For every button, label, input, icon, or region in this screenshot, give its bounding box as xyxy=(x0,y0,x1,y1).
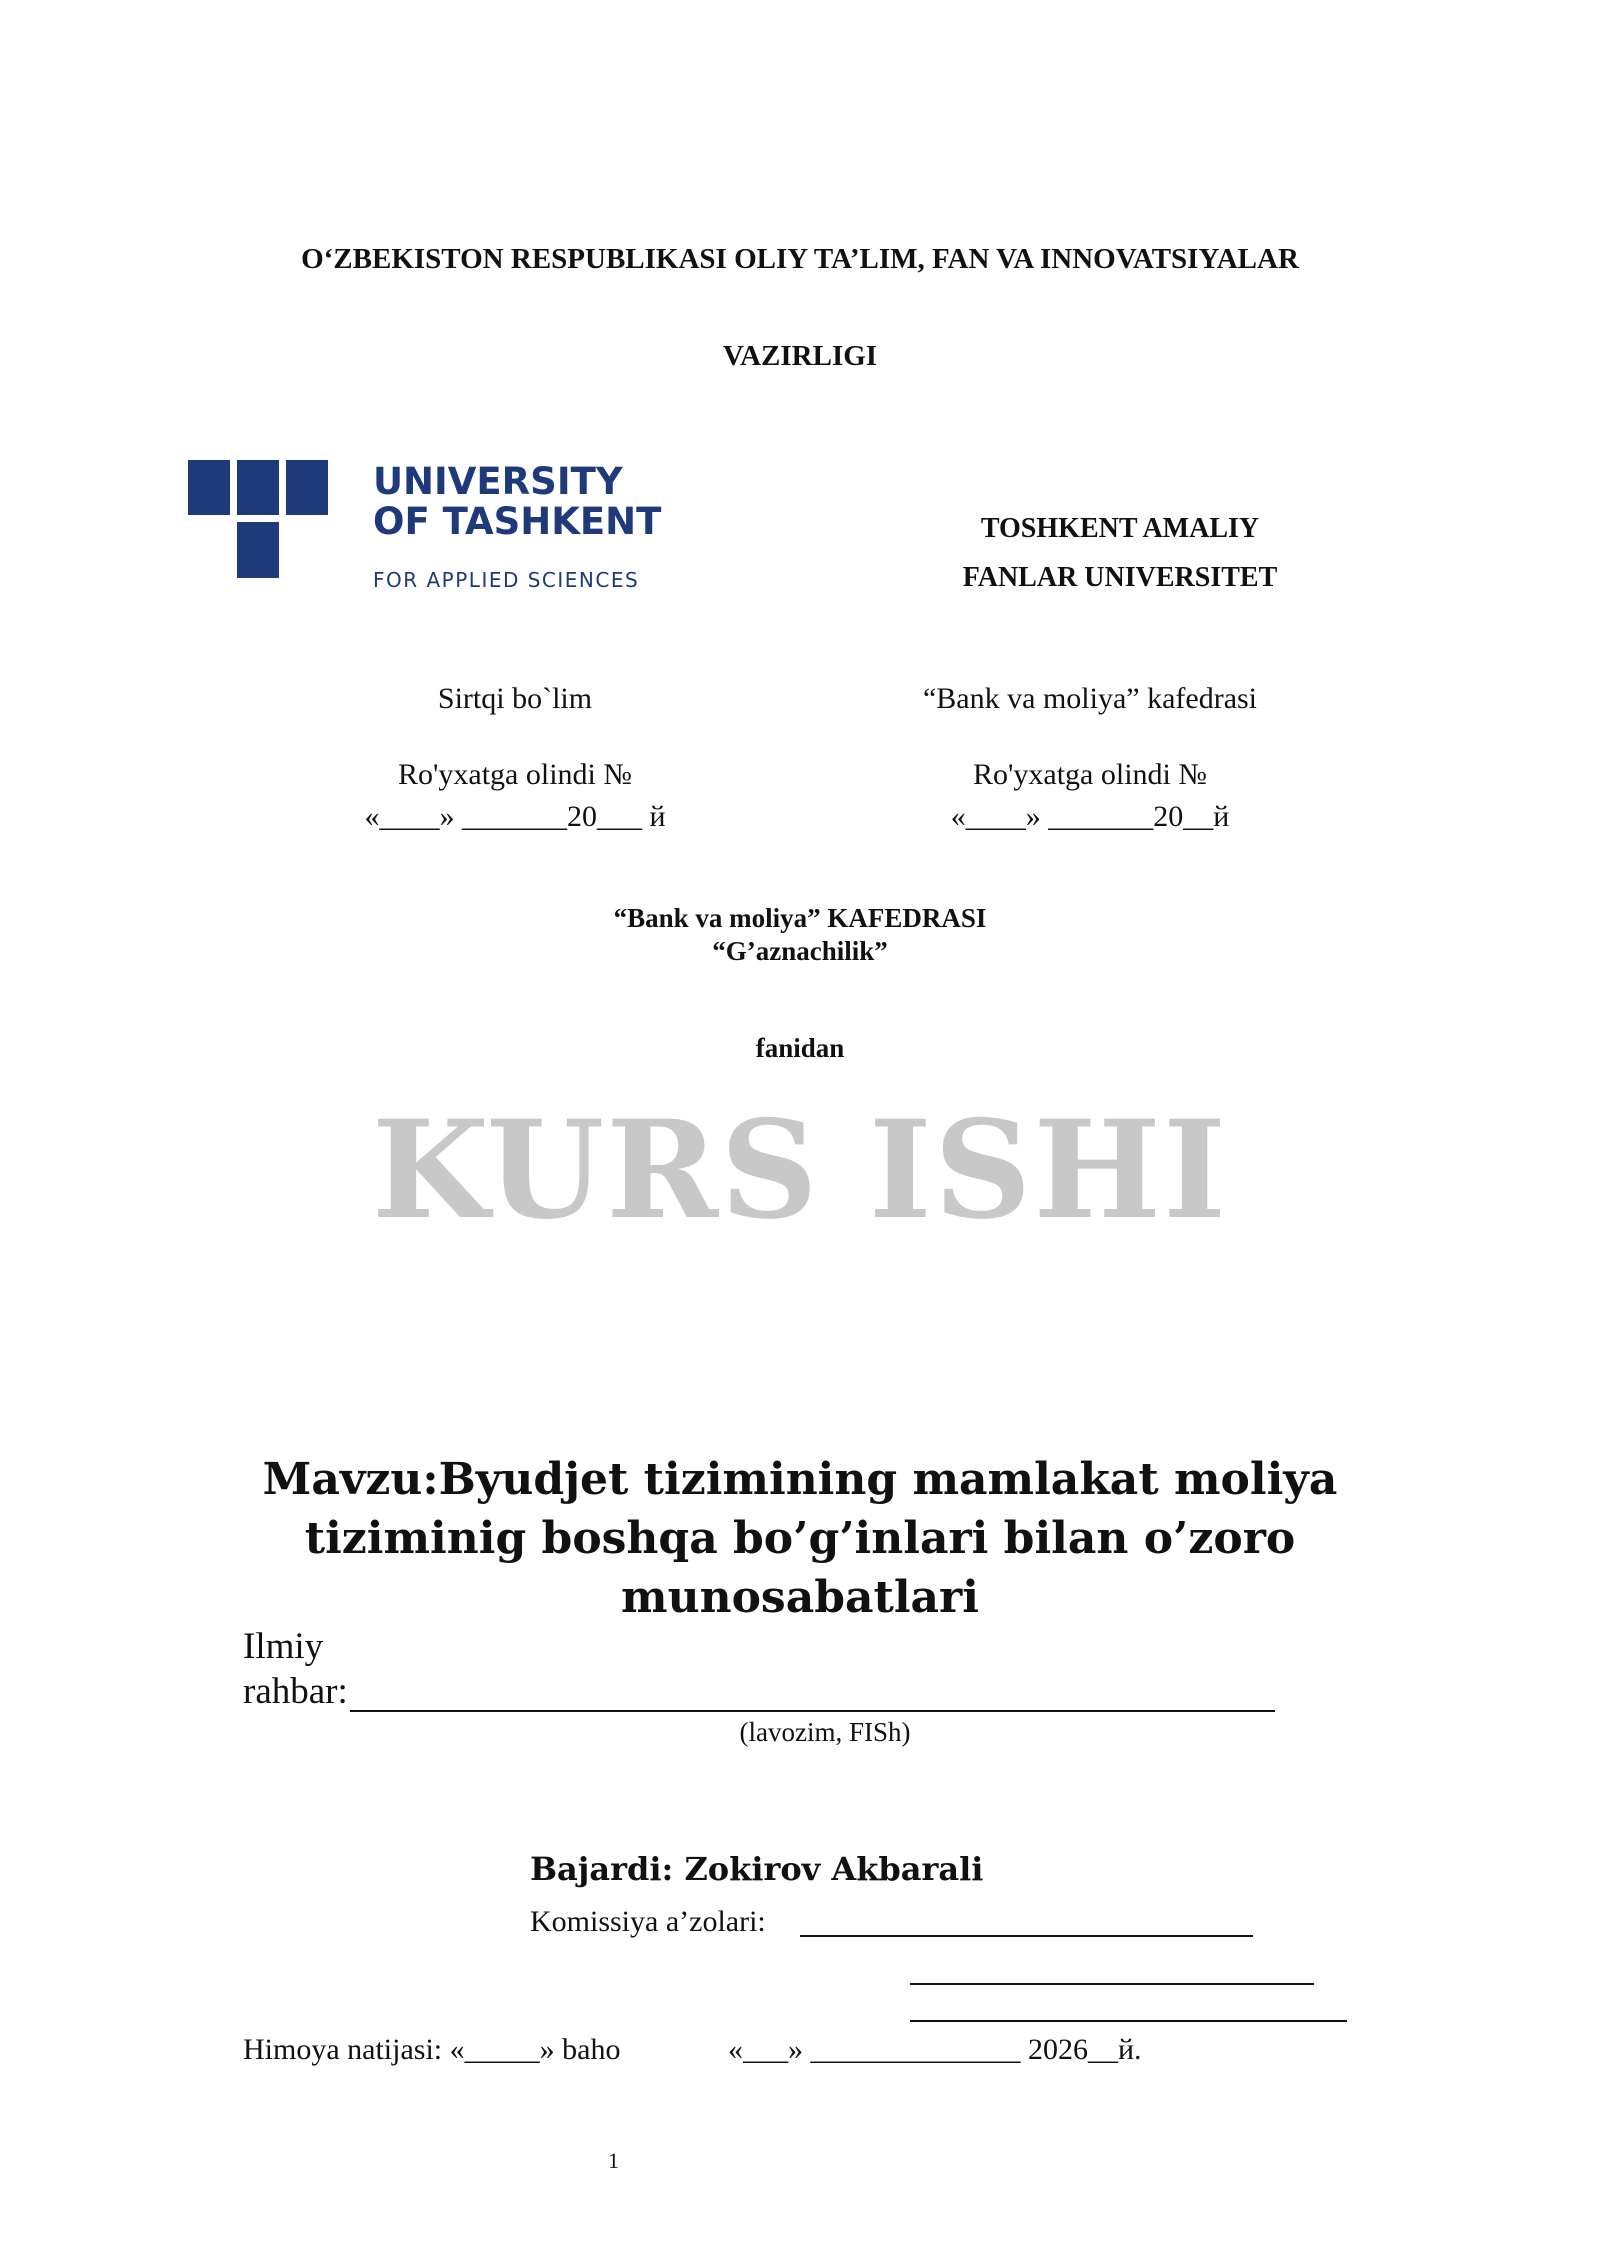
commission-line-2 xyxy=(910,1983,1314,1985)
ministry-title-line1: O‘ZBEKISTON RESPUBLIKASI OLIY TA’LIM, FAN VA INNOVATSIYALAR xyxy=(301,243,1299,275)
logo-text-line3: FOR APPLIED SCIENCES xyxy=(373,568,640,592)
commission-line-3 xyxy=(910,2020,1347,2022)
left-date: «____» _______20___ й xyxy=(364,800,666,833)
commission-label: Komissiya a’zolari: xyxy=(530,1905,766,1938)
logo-square-3 xyxy=(286,460,328,515)
right-date: «____» _______20__й xyxy=(950,800,1230,833)
kafedra-title: “Bank va moliya” KAFEDRASI xyxy=(613,903,987,933)
university-logo xyxy=(188,460,662,595)
logo-square-1 xyxy=(188,460,230,515)
ministry-title-line2: VAZIRLIGI xyxy=(722,340,878,372)
logo-text-line2: OF TASHKENT xyxy=(373,500,662,543)
supervisor-signature-line xyxy=(350,1710,1275,1712)
kurs-ishi-watermark: KURS ISHI xyxy=(371,1090,1229,1249)
logo-square-2 xyxy=(237,460,279,515)
defense-date: «___» ______________ 2026__й. xyxy=(728,2033,1142,2066)
logo-square-4 xyxy=(237,522,279,578)
performer-name: Bajardi: Zokirov Akbarali xyxy=(530,1850,984,1888)
commission-line-1 xyxy=(800,1935,1253,1937)
right-department: “Bank va moliya” kafedrasi xyxy=(922,682,1258,715)
fanidan-label: fanidan xyxy=(755,1033,845,1063)
university-name-line2: FANLAR UNIVERSITET xyxy=(962,562,1278,593)
subject-title: “G’aznachilik” xyxy=(712,936,888,966)
left-department: Sirtqi bo`lim xyxy=(437,682,593,715)
supervisor-hint: (lavozim, FISh) xyxy=(739,1717,911,1747)
university-name-line1: TOSHKENT AMALIY xyxy=(980,513,1260,544)
left-registered: Ro'yxatga olindi № xyxy=(397,758,632,791)
page-number: 1 xyxy=(608,2148,619,2173)
right-registered: Ro'yxatga olindi № xyxy=(972,758,1207,791)
logo-text-line1: UNIVERSITY xyxy=(373,460,623,503)
topic-title: Mavzu:Byudjet tizimining mamlakat moliya tiziminig boshqa bo’g’inlari bilan o’zoro munosabatlari xyxy=(262,1454,1338,1623)
supervisor-label-line2: rahbar: xyxy=(243,1671,348,1712)
supervisor-label-line1: Ilmiy xyxy=(243,1626,324,1667)
defense-result: Himoya natijasi: «_____» baho xyxy=(243,2033,621,2066)
